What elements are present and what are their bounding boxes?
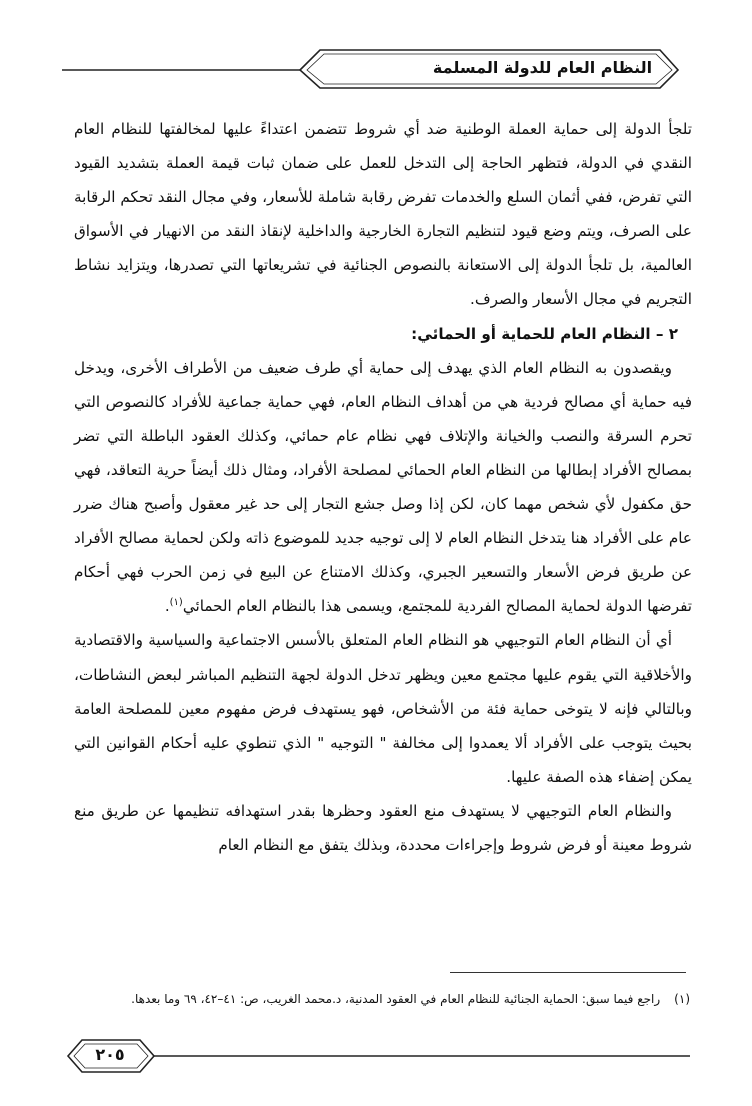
paragraph-protective-public-order — [74, 351, 692, 624]
paragraph-end-mark: . — [164, 597, 170, 616]
running-header — [60, 44, 680, 92]
running-header-title: النظام العام للدولة المسلمة — [432, 58, 653, 77]
page-body — [74, 112, 692, 862]
section-heading-protective-order: ٢ – النظام العام للحماية أو الحمائي: — [411, 324, 678, 343]
footnote-separator — [450, 972, 686, 973]
footer-frame-shape — [64, 1034, 694, 1078]
paragraph-currency-protection: تلجأ الدولة إلى حماية العملة الوطنية ضد أي شروط تتضمن اعتداءً عليها لمخالفتها للنظام العام النقدي في الدولة، فتظهر الحاجة إلى التدخل للعمل على ضمان ثبات قيمة العملة بتشديد القيود التي تفرض، ففي أثمان السلع والخدمات تفرض رقابة شاملة للأسعار، وفي مجال النقد تحكم الرقابة على الصرف، ويتم وضع قيود لتنظيم التجارة الخارجية والداخلية لإنقاذ النقد من الانهيار في الأسواق العالمية، بل تلجأ الدولة إلى الاستعانة بالنصوص الجنائية في تشريعاتها التي تصدرها، ويتزايد نشاط التجريم في مجال الأسعار والصرف. — [74, 120, 692, 309]
paragraph-protective-text: ويقصدون به النظام العام الذي يهدف إلى حماية أي طرف ضعيف من الأطراف الأخرى، ويدخل فيه حماية أي مصالح فردية هي من أهداف النظام العام، فهي حماية جماعية للأفراد كالنصوص التي تحرم السرقة والنصب والخيانة والإتلاف فهي نظام عام حمائي، وكذلك العقود الباطلة التي تضر بمصالح الأفراد إبطالها من النظام العام الحمائي لمصلحة الأفراد، ومثال ذلك أيضاً حرية التعاقد، فهي حق مكفول لأي شخص مهما كان، لكن إذا وصل جشع التجار إلى حد غير معقول وأصبح هناك ضرر عام على الأفراد هنا يتدخل النظام العام لا إلى توجيه جديد للموضوع ذاته ولكن لحماية مصالح الأفراد عن طريق فرض الأسعار والتسعير الجبري، وكذلك الامتناع عن البيع في زمن الحرب فهي أحكام تفرضها الدولة لحماية المصالح الفردية للمجتمع، ويسمى هذا بالنظام العام الحمائي — [74, 358, 692, 616]
paragraph-directive-public-order: أي أن النظام العام التوجيهي هو النظام العام المتعلق بالأسس الاجتماعية والسياسية والاقتصادية والأخلاقية التي يقوم عليها مجتمع معين ويظهر تدخل الدولة لجهة التنظيم المباشر لبعض النشاطات، وبالتالي فإنه لا يتوخى حماية فئة من الأشخاص، فهو يستهدف فرض مفهوم معين للمصلحة العامة بحيث يتوجب على الأفراد ألا يعمدوا إلى مخالفة " التوجيه " الذي تنطوي عليه أحكام القوانين التي يمكن إضفاء هذه الصفة عليها. — [74, 631, 692, 786]
footnote-reference[interactable]: (١) — [169, 597, 183, 609]
footnote — [70, 990, 690, 1008]
footnote-number: (١) — [674, 992, 690, 1006]
page-number: ٢٠٥ — [95, 1045, 125, 1064]
footnote-text: راجع فيما سبق: الحماية الجنائية للنظام العام في العقود المدنية، د.محمد الغريب، ص: ٤١–٤٢، ٦٩ وما بعدها. — [131, 992, 661, 1006]
page-footer — [64, 1034, 694, 1078]
paragraph-directive-contracts: والنظام العام التوجيهي لا يستهدف منع العقود وحظرها بقدر استهدافه تنظيمها عن طريق منع شروط معينة أو فرض شروط وإجراءات محددة، وبذلك يتفق مع النظام العام — [74, 801, 692, 854]
